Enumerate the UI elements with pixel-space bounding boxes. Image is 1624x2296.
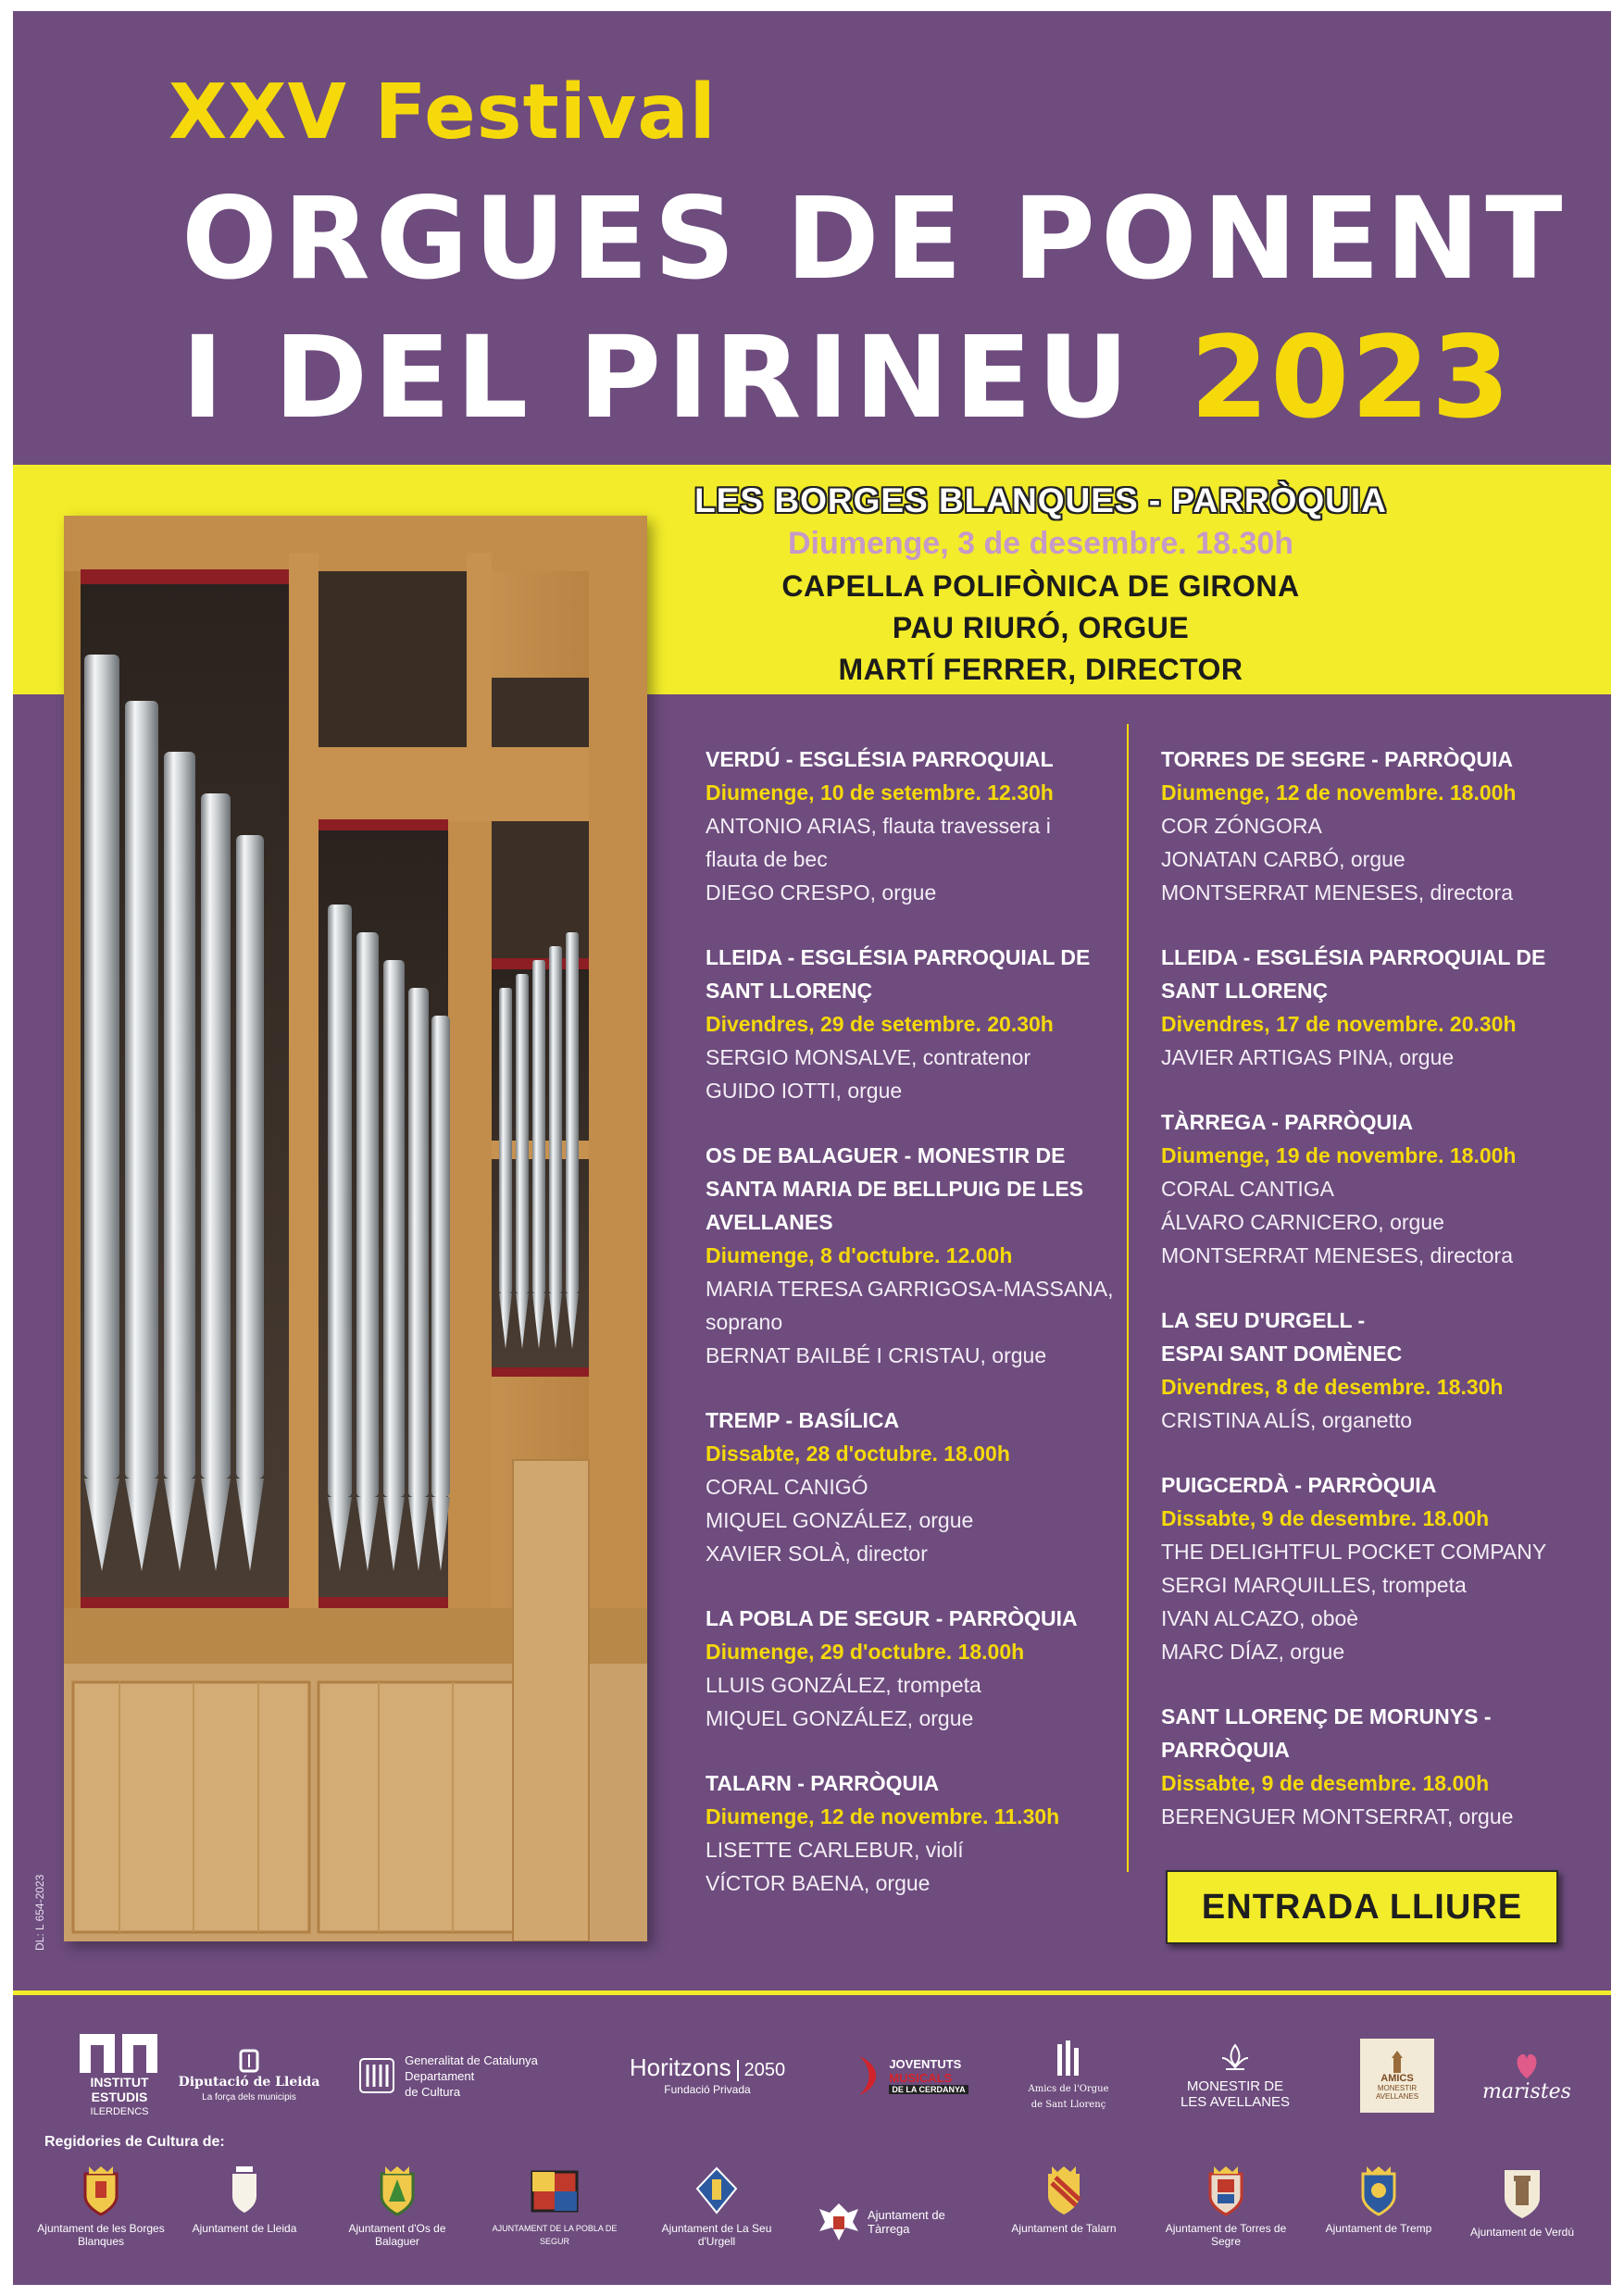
concert-venue: TALARN - PARRÒQUIA — [706, 1771, 940, 1795]
concert-date: Divendres, 8 de desembre. 18.30h — [1161, 1375, 1504, 1399]
concert-date: Dissabte, 28 d'octubre. 18.00h — [706, 1441, 1010, 1466]
tower-crest-icon — [1501, 2165, 1543, 2220]
coat-of-arms-icon — [693, 2165, 740, 2216]
horitzons-logo — [592, 2025, 823, 2127]
coat-of-arms-icon — [1205, 2165, 1247, 2216]
iei-mark-icon — [78, 2032, 161, 2075]
diputacio-name: Diputació de Lleida — [178, 2074, 320, 2090]
joventuts-line: DE LA CERDANYA — [889, 2085, 968, 2094]
concert-date: Diumenge, 8 d'octubre. 12.00h — [706, 1243, 1013, 1267]
organ-photo — [64, 516, 647, 1941]
red-swoosh-icon — [854, 2053, 883, 2099]
concert-performer: LISETTE CARLEBUR, violí — [706, 1838, 964, 1862]
council-logo — [175, 2157, 314, 2277]
concert-date: Diumenge, 19 de novembre. 18.00h — [1161, 1143, 1517, 1167]
council-name: Ajuntament de Tàrrega — [868, 2208, 945, 2236]
council-name: Ajuntament d'Os de Balaguer — [348, 2222, 446, 2248]
diputacio-tagline: La força dels municipis — [202, 2091, 296, 2103]
festival-year: 2023 — [1190, 312, 1512, 443]
festival-title-line2 — [181, 312, 1512, 443]
concert-entry — [706, 1602, 1168, 1735]
concert-performer: CORAL CANIGÓ — [706, 1475, 868, 1499]
headline-performer: CAPELLA POLIFÒNICA DE GIRONA — [781, 569, 1300, 603]
council-logo — [1156, 2157, 1295, 2277]
concert-entry — [1161, 742, 1611, 909]
concert-date: Divendres, 17 de novembre. 20.30h — [1161, 1012, 1517, 1036]
concert-venue: TREMP - BASÍLICA — [706, 1408, 900, 1432]
concert-performer: MIQUEL GONZÁLEZ, orgue — [706, 1508, 974, 1532]
diputacio-logo — [175, 2025, 323, 2127]
concert-performer: ÁLVARO CARNICERO, orgue — [1161, 1210, 1444, 1234]
coat-of-arms-icon — [527, 2165, 582, 2216]
festival-poster — [13, 11, 1611, 2285]
concert-date: Diumenge, 10 de setembre. 12.30h — [706, 780, 1054, 805]
council-logo — [647, 2157, 786, 2277]
council-name: Ajuntament de Lleida — [192, 2222, 297, 2235]
concert-performer: GUIDO IOTTI, orgue — [706, 1079, 903, 1103]
amics-orgue-logo — [1013, 2025, 1124, 2127]
iei-text: ILERDENCS — [90, 2105, 149, 2117]
amics-monestir-logo — [1355, 2025, 1439, 2127]
concert-venue: PUIGCERDÀ - PARRÒQUIA — [1161, 1473, 1437, 1497]
concert-performer: MIQUEL GONZÁLEZ, orgue — [706, 1706, 974, 1730]
crest-icon — [235, 2047, 263, 2075]
headline-concert — [550, 481, 1531, 687]
sponsor-logos — [13, 2025, 1611, 2127]
concert-venue: ESPAI SANT DOMÈNEC — [1161, 1341, 1403, 1366]
concert-performer: COR ZÓNGORA — [1161, 814, 1322, 838]
concert-entry — [706, 1404, 1168, 1570]
coat-of-arms-icon — [376, 2165, 418, 2216]
footer-divider — [13, 1990, 1611, 1995]
iei-text: ESTUDIS — [91, 2089, 148, 2104]
coat-of-arms-icon — [223, 2165, 266, 2216]
concert-venue: LA POBLA DE SEGUR - PARRÒQUIA — [706, 1606, 1078, 1630]
monestir-logo — [1156, 2025, 1314, 2127]
amics-monestir-box — [1360, 2039, 1434, 2113]
concert-performer: MARC DÍAZ, orgue — [1161, 1640, 1345, 1664]
generalitat-logo — [342, 2025, 555, 2127]
concert-performer: JAVIER ARTIGAS PINA, orgue — [1161, 1045, 1455, 1069]
concert-performer: ANTONIO ARIAS, flauta travessera i — [706, 814, 1051, 838]
council-name: Ajuntament de La Seu d'Urgell — [661, 2222, 772, 2248]
organ-pipes-illustration — [64, 516, 647, 1941]
concert-entry — [1161, 1468, 1611, 1668]
concert-performer: CORAL CANTIGA — [1161, 1177, 1335, 1201]
concert-performer: THE DELIGHTFUL POCKET COMPANY — [1161, 1540, 1547, 1564]
concert-performer: DIEGO CRESPO, orgue — [706, 880, 937, 905]
headline-performer: PAU RIURÓ, ORGUE — [892, 611, 1190, 644]
council-name: Ajuntament de Verdú — [1469, 2226, 1575, 2239]
legal-deposit: DL: L 654-2023 — [33, 1874, 46, 1951]
coat-of-arms-icon — [80, 2165, 122, 2216]
free-entry-badge: ENTRADA LLIURE — [1166, 1870, 1558, 1944]
concert-performer: SERGIO MONSALVE, contratenor — [706, 1045, 1031, 1069]
bell-tower-icon — [1388, 2051, 1406, 2073]
council-logo — [1309, 2157, 1448, 2277]
concert-venue: SANTA MARIA DE BELLPUIG DE LES — [706, 1177, 1084, 1201]
council-name: Ajuntament de Tremp — [1325, 2222, 1432, 2235]
council-logo — [809, 2157, 976, 2277]
horitzons-sub: Fundació Privada — [664, 2083, 751, 2096]
monestir-text: LES AVELLANES — [1180, 2094, 1291, 2110]
organ-pipes-icon — [1050, 2039, 1087, 2081]
concert-performer: LLUIS GONZÁLEZ, trompeta — [706, 1673, 981, 1697]
horitzons-year: 2050 — [737, 2060, 786, 2081]
iei-logo — [59, 2025, 180, 2127]
council-name: Ajuntament de Torres de Segre — [1165, 2222, 1287, 2248]
concert-entry — [1161, 1700, 1611, 1833]
concert-entry — [1161, 1105, 1611, 1272]
council-logo — [328, 2157, 467, 2277]
concerts-left-column — [706, 742, 1168, 1931]
concert-venue: TÀRREGA - PARRÒQUIA — [1161, 1110, 1414, 1134]
concerts-right-column — [1161, 742, 1611, 1865]
eagle-crest-icon — [816, 2198, 862, 2244]
concert-venue: SANT LLORENÇ — [1161, 979, 1329, 1003]
amics-monestir-text: MONESTIR — [1377, 2084, 1418, 2092]
concert-performer: IVAN ALCAZO, oboè — [1161, 1606, 1359, 1630]
concert-performer: BERENGUER MONTSERRAT, orgue — [1161, 1804, 1514, 1828]
council-logo — [994, 2157, 1133, 2277]
headline-venue: LES BORGES BLANQUES - PARRÒQUIA — [694, 481, 1387, 519]
concert-entry — [1161, 1304, 1611, 1437]
council-logo — [1462, 2157, 1582, 2277]
maristes-logo — [1476, 2025, 1578, 2127]
festival-edition: XXV Festival — [169, 69, 717, 156]
concert-performer: CRISTINA ALÍS, organetto — [1161, 1408, 1413, 1432]
concert-date: Dissabte, 9 de desembre. 18.00h — [1161, 1506, 1490, 1530]
iei-text: INSTITUT — [90, 2074, 149, 2090]
maristes-text: maristes — [1482, 2079, 1571, 2103]
coat-of-arms-icon — [1043, 2165, 1085, 2216]
concert-venue: SANT LLORENÇ — [706, 979, 873, 1003]
council-logos — [13, 2157, 1611, 2277]
joventuts-line: JOVENTUTS — [889, 2057, 962, 2071]
concert-performer: VÍCTOR BAENA, orgue — [706, 1871, 931, 1895]
festival-title-line2-text: I DEL PIRINEU — [181, 312, 1135, 443]
concert-venue: VERDÚ - ESGLÉSIA PARROQUIAL — [706, 747, 1054, 771]
concert-venue: LLEIDA - ESGLÉSIA PARROQUIAL DE — [1161, 945, 1546, 969]
concert-date: Diumenge, 29 d'octubre. 18.00h — [706, 1640, 1025, 1664]
concert-venue: TORRES DE SEGRE - PARRÒQUIA — [1161, 747, 1513, 771]
concert-performer: BERNAT BAILBÉ I CRISTAU, orgue — [706, 1343, 1047, 1367]
concert-performer: JONATAN CARBÓ, orgue — [1161, 847, 1405, 871]
council-logo — [31, 2157, 170, 2277]
concert-date: Divendres, 29 de setembre. 20.30h — [706, 1012, 1054, 1036]
amics-orgue-text: de Sant Llorenç — [1031, 2100, 1106, 2110]
concert-venue: SANT LLORENÇ DE MORUNYS - — [1161, 1704, 1492, 1728]
generalitat-mark-icon — [358, 2057, 395, 2094]
concert-venue: LLEIDA - ESGLÉSIA PARROQUIAL DE — [706, 945, 1091, 969]
councils-label: Regidories de Cultura de: — [44, 2134, 225, 2150]
generalitat-name: Generalitat de Catalunya — [405, 2053, 538, 2067]
council-name: AJUNTAMENT DE LA POBLA DE SEGUR — [492, 2224, 618, 2246]
concert-venue: AVELLANES — [706, 1210, 833, 1234]
heart-leaf-icon — [1513, 2049, 1541, 2080]
concert-venue: PARRÒQUIA — [1161, 1738, 1290, 1762]
concert-date: Diumenge, 12 de novembre. 11.30h — [706, 1804, 1060, 1828]
amics-monestir-text: AMICS — [1380, 2073, 1414, 2084]
concert-performer: SERGI MARQUILLES, trompeta — [1161, 1573, 1467, 1597]
council-logo — [481, 2157, 629, 2277]
coat-of-arms-icon — [1357, 2165, 1400, 2216]
joventuts-logo — [846, 2025, 976, 2127]
concert-performer: flauta de bec — [706, 847, 828, 871]
council-name: Ajuntament de Talarn — [1011, 2222, 1117, 2235]
concert-performer: MONTSERRAT MENESES, directora — [1161, 880, 1514, 905]
concert-entry — [1161, 941, 1611, 1074]
concert-performer: MONTSERRAT MENESES, directora — [1161, 1243, 1514, 1267]
amics-orgue-text: Amics de l'Orgue — [1028, 2084, 1109, 2094]
concert-performer: MARIA TERESA GARRIGOSA-MASSANA, — [706, 1277, 1114, 1301]
festival-title-line1: ORGUES DE PONENT — [181, 173, 1568, 305]
monestir-text: MONESTIR DE — [1186, 2078, 1284, 2094]
concert-performer: soprano — [706, 1310, 783, 1334]
horitzons-wordmark — [630, 2053, 785, 2082]
concert-entry — [706, 941, 1168, 1107]
concert-date: Diumenge, 12 de novembre. 18.00h — [1161, 780, 1517, 805]
concert-entry — [706, 1766, 1168, 1900]
joventuts-text — [889, 2057, 968, 2094]
concert-date: Dissabte, 9 de desembre. 18.00h — [1161, 1771, 1490, 1795]
amics-monestir-text: AVELLANES — [1375, 2092, 1419, 2101]
generalitat-dept2: de Cultura — [405, 2084, 461, 2099]
generalitat-dept: Departament — [405, 2068, 475, 2083]
fleur-de-lis-icon — [1217, 2041, 1254, 2078]
concert-venue: LA SEU D'URGELL - — [1161, 1308, 1366, 1332]
concert-venue: OS DE BALAGUER - MONESTIR DE — [706, 1143, 1066, 1167]
joventuts-line: MUSICALS — [889, 2071, 953, 2085]
horitzons-name: Horitzons — [629, 2053, 731, 2081]
council-name: Ajuntament de les Borges Blanques — [37, 2222, 165, 2248]
concert-performer: XAVIER SOLÀ, director — [706, 1541, 928, 1566]
concert-entry — [706, 1139, 1168, 1372]
headline-performer: MARTÍ FERRER, DIRECTOR — [838, 653, 1243, 686]
generalitat-text — [405, 2053, 538, 2100]
headline-date: Diumenge, 3 de desembre. 18.30h — [787, 526, 1294, 561]
concert-entry — [706, 742, 1168, 909]
